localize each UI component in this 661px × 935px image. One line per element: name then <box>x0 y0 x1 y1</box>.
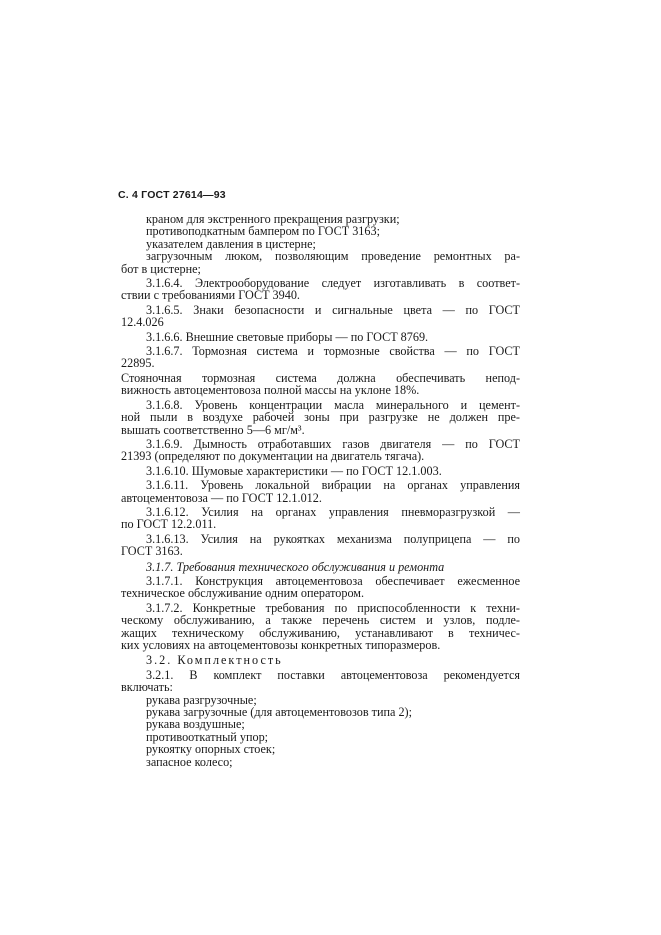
list-item: рукава разгрузочные; <box>146 692 257 707</box>
text-line: 3.1.7.2. Конкретные требования по приспособленности к техни- <box>146 600 520 615</box>
text-line: 3.1.6.6. Внешние световые приборы — по ГОСТ 8769. <box>146 329 429 344</box>
text-line: 3.1.6.8. Уровень концентрации масла минерального и цемент- <box>146 397 520 412</box>
text-line: техническое обслуживание одним оператором. <box>121 586 365 601</box>
text-line: автоцементовоза — по ГОСТ 12.1.012. <box>121 490 322 505</box>
text-line: 12.4.026 <box>121 315 164 330</box>
text-line: жащих техническому обслуживанию, устанавливают в техничес- <box>121 625 520 640</box>
text-line: загрузочным люком, позволяющим проведение ремонтных ра- <box>146 249 520 264</box>
text-line: 3.1.6.11. Уровень локальной вибрации на органах управления <box>146 478 520 493</box>
list-item: рукоятку опорных стоек; <box>146 742 276 757</box>
text-line: ких условиях на автоцементовозы конкретных типоразмеров. <box>121 638 441 652</box>
text-line: 3.1.7.1. Конструкция автоцементовоза обеспечивает ежесменное <box>146 573 520 588</box>
list-item: противооткатный упор; <box>146 729 269 744</box>
text-line: 3.1.6.13. Усилия на рукоятках механизма полуприцепа — по <box>146 531 520 546</box>
text-line: 3.1.6.7. Тормозная система и тормозные свойства — по ГОСТ <box>146 344 520 359</box>
document-body <box>121 212 520 769</box>
text-line: указателем давления в цистерне; <box>146 236 316 251</box>
text-line: Стояночная тормозная система должна обеспечивать непод- <box>121 370 520 385</box>
text-line: краном для экстренного прекращения разгрузки; <box>146 212 400 226</box>
section-heading: 3.2. Комплектность <box>146 653 283 668</box>
list-item: рукава загрузочные (для автоцементовозов типа 2); <box>146 705 413 720</box>
text-line: 22895. <box>121 356 155 371</box>
list-item: рукава воздушные; <box>146 717 245 732</box>
text-line: 3.1.6.10. Шумовые характеристики — по ГОСТ 12.1.003. <box>146 463 442 478</box>
page-header: С. 4 ГОСТ 27614—93 <box>118 189 226 201</box>
text-line: ной пыли в воздухе рабочей зоны при разгрузке не должен пре- <box>121 410 520 425</box>
text-line: бот в цистерне; <box>121 261 201 276</box>
text-line: вышать соответственно 5—6 мг/м³. <box>121 422 305 437</box>
text-line: 3.1.6.4. Электрооборудование следует изготавливать в соответ- <box>146 276 520 291</box>
text-line: включать: <box>121 680 173 695</box>
text-line: 3.1.6.9. Дымность отработавших газов двигателя — по ГОСТ <box>146 436 520 451</box>
text-line: 3.1.6.5. Знаки безопасности и сигнальные цвета — по ГОСТ <box>146 302 520 317</box>
text-line: вижность автоцементовоза полной массы на уклоне 18%. <box>121 383 420 398</box>
text-line: 3.1.6.12. Усилия на органах управления пневморазгрузкой — <box>146 504 520 519</box>
text-line: 3.2.1. В комплект поставки автоцементовоза рекомендуется <box>146 667 520 682</box>
text-line: ГОСТ 3163. <box>121 544 183 559</box>
section-heading: 3.1.7. Требования технического обслуживания и ремонта <box>146 559 445 574</box>
text-line: ческому обслуживанию, а также перечень систем и узлов, подле- <box>121 613 520 628</box>
text-line: по ГОСТ 12.2.011. <box>121 517 217 532</box>
text-line: противоподкатным бампером по ГОСТ 3163; <box>146 224 380 239</box>
list-item: запасное колесо; <box>146 754 233 769</box>
text-line: ствии с требованиями ГОСТ 3940. <box>121 288 300 303</box>
text-line: 21393 (определяют по документации на двигатель тягача). <box>121 449 425 464</box>
